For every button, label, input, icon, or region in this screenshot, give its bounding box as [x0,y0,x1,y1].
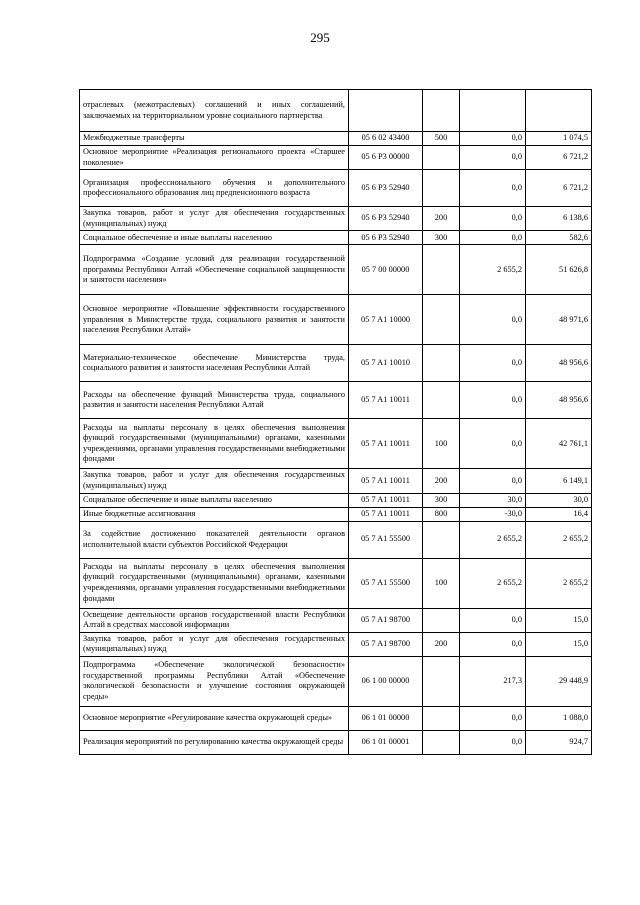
row-code: 05 7 A1 55500 [349,521,423,558]
budget-table-body [80,90,592,755]
row-amount-total: 6 149,1 [526,469,592,493]
row-name: Социальное обеспечение и иные выплаты населению [80,493,349,507]
row-name: Закупка товаров, работ и услуг для обеспечения государственных (муниципальных) нужд [80,469,349,493]
table-row [80,730,592,754]
table-row [80,419,592,469]
row-expense-type: 500 [423,132,460,146]
row-code: 05 7 A1 10011 [349,419,423,469]
row-amount-change: 0,0 [460,382,526,419]
row-amount-total: 15,0 [526,632,592,656]
table-row [80,170,592,207]
row-code: 05 7 A1 10011 [349,469,423,493]
table-row [80,706,592,730]
row-amount-total: 6 721,2 [526,146,592,170]
row-name: Подпрограмма «Обеспечение экологической безопасности» государственной программы Республики Алтай «Обеспечение экологической безопасности и улучшение состояния окружающей среды» [80,656,349,706]
row-code: 05 6 02 43400 [349,132,423,146]
row-amount-total: 48 971,6 [526,295,592,345]
row-amount-total: 29 448,9 [526,656,592,706]
row-amount-change: 0,0 [460,706,526,730]
row-code: 05 6 P3 00000 [349,146,423,170]
table-row [80,493,592,507]
page-number: 295 [310,30,330,45]
row-amount-change: -30,0 [460,507,526,521]
row-code: 05 7 A1 98700 [349,608,423,632]
row-amount-change: 217,3 [460,656,526,706]
table-row [80,608,592,632]
row-amount-total: 51 626,8 [526,245,592,295]
row-amount-total: 2 655,2 [526,521,592,558]
row-amount-total: 582,6 [526,231,592,245]
row-expense-type: 800 [423,507,460,521]
row-name: Основное мероприятие «Реализация регионального проекта «Старшее поколение» [80,146,349,170]
row-code: 05 7 00 00000 [349,245,423,295]
row-expense-type: 100 [423,558,460,608]
row-code [349,90,423,132]
row-name: Подпрограмма «Создание условий для реализации государственной программы Республики Алтай «Обеспечение социальной защищенности и занятости населения» [80,245,349,295]
row-code: 05 6 P3 52940 [349,207,423,231]
row-expense-type [423,345,460,382]
row-amount-change: 0,0 [460,608,526,632]
row-expense-type [423,730,460,754]
row-amount-change: 2 655,2 [460,521,526,558]
row-code: 05 7 A1 10011 [349,493,423,507]
row-expense-type: 300 [423,493,460,507]
table-row [80,469,592,493]
row-amount-change: 0,0 [460,730,526,754]
row-amount-total: 6 721,2 [526,170,592,207]
row-amount-change: 0,0 [460,469,526,493]
row-expense-type: 100 [423,419,460,469]
row-amount-change [460,90,526,132]
row-expense-type [423,382,460,419]
row-amount-total: 15,0 [526,608,592,632]
row-expense-type [423,295,460,345]
row-amount-total: 1 088,0 [526,706,592,730]
row-amount-total [526,90,592,132]
table-row [80,345,592,382]
row-name: Основное мероприятие «Регулирование качества окружающей среды» [80,706,349,730]
row-code: 05 7 A1 98700 [349,632,423,656]
table-row [80,146,592,170]
row-name: Расходы на обеспечение функций Министерства труда, социального развития и занятости населения Республики Алтай [80,382,349,419]
table-row [80,521,592,558]
row-code: 05 7 A1 10000 [349,295,423,345]
row-amount-total: 6 138,6 [526,207,592,231]
row-expense-type [423,170,460,207]
row-name: Организация профессионального обучения и дополнительного профессионального образования лиц предпенсионного возраста [80,170,349,207]
row-amount-total: 42 761,1 [526,419,592,469]
table-row [80,207,592,231]
row-expense-type: 200 [423,469,460,493]
row-amount-change: 0,0 [460,295,526,345]
row-name: За содействие достижению показателей деятельности органов исполнительной власти субъектов Российской Федерации [80,521,349,558]
row-code: 06 1 00 00000 [349,656,423,706]
row-name: Расходы на выплаты персоналу в целях обеспечения выполнения функций государственными (муниципальными) органами, казенными учреждениями, органами управления государственными внебюджетными фондами [80,419,349,469]
row-expense-type [423,656,460,706]
row-code: 06 1 01 00000 [349,706,423,730]
table-row [80,132,592,146]
row-code: 05 7 A1 55500 [349,558,423,608]
row-name: Иные бюджетные ассигнования [80,507,349,521]
table-row [80,295,592,345]
row-amount-change: 0,0 [460,207,526,231]
table-row [80,245,592,295]
row-amount-total: 48 956,6 [526,345,592,382]
row-amount-total: 48 956,6 [526,382,592,419]
row-name: Реализация мероприятий по регулированию качества окружающей среды [80,730,349,754]
row-amount-total: 1 074,5 [526,132,592,146]
row-name: Расходы на выплаты персоналу в целях обеспечения выполнения функций государственными (муниципальными) органами, казенными учреждениями, органами управления государственными внебюджетными фондами [80,558,349,608]
row-amount-change: 0,0 [460,231,526,245]
table-row [80,656,592,706]
row-expense-type [423,608,460,632]
row-name: Закупка товаров, работ и услуг для обеспечения государственных (муниципальных) нужд [80,207,349,231]
row-code: 06 1 01 00001 [349,730,423,754]
row-amount-change: 0,0 [460,132,526,146]
row-amount-change: 0,0 [460,170,526,207]
row-name: отраслевых (межотраслевых) соглашений и иных соглашений, заключаемых на территориальном уровне социального партнерства [80,90,349,132]
table-row [80,632,592,656]
row-expense-type [423,521,460,558]
row-name: Социальное обеспечение и иные выплаты населению [80,231,349,245]
row-name: Основное мероприятие «Повышение эффективности государственного управления в Министерстве труда, социального развития и занятости населения Республики Алтай» [80,295,349,345]
row-amount-change: 0,0 [460,419,526,469]
row-amount-total: 30,0 [526,493,592,507]
row-code: 05 7 A1 10010 [349,345,423,382]
table-row [80,231,592,245]
row-amount-change: 30,0 [460,493,526,507]
row-code: 05 6 P3 52940 [349,231,423,245]
row-code: 05 7 A1 10011 [349,382,423,419]
row-code: 05 7 A1 10011 [349,507,423,521]
table-row [80,507,592,521]
table-row [80,382,592,419]
row-expense-type [423,245,460,295]
row-expense-type: 200 [423,632,460,656]
row-name: Материально-техническое обеспечение Министерства труда, социального развития и занятости населения Республики Алтай [80,345,349,382]
row-amount-change: 2 655,2 [460,245,526,295]
row-amount-total: 2 655,2 [526,558,592,608]
row-expense-type: 200 [423,207,460,231]
row-amount-change: 0,0 [460,632,526,656]
row-amount-change: 0,0 [460,345,526,382]
row-name: Освещение деятельности органов государственной власти Республики Алтай в средствах массовой информации [80,608,349,632]
row-code: 05 6 P3 52940 [349,170,423,207]
table-row [80,558,592,608]
row-expense-type [423,146,460,170]
row-expense-type: 300 [423,231,460,245]
budget-table [79,89,592,755]
row-amount-change: 2 655,2 [460,558,526,608]
row-amount-change: 0,0 [460,146,526,170]
table-row [80,90,592,132]
row-name: Межбюджетные трансферты [80,132,349,146]
row-expense-type [423,706,460,730]
row-name: Закупка товаров, работ и услуг для обеспечения государственных (муниципальных) нужд [80,632,349,656]
row-amount-total: 16,4 [526,507,592,521]
row-expense-type [423,90,460,132]
row-amount-total: 924,7 [526,730,592,754]
